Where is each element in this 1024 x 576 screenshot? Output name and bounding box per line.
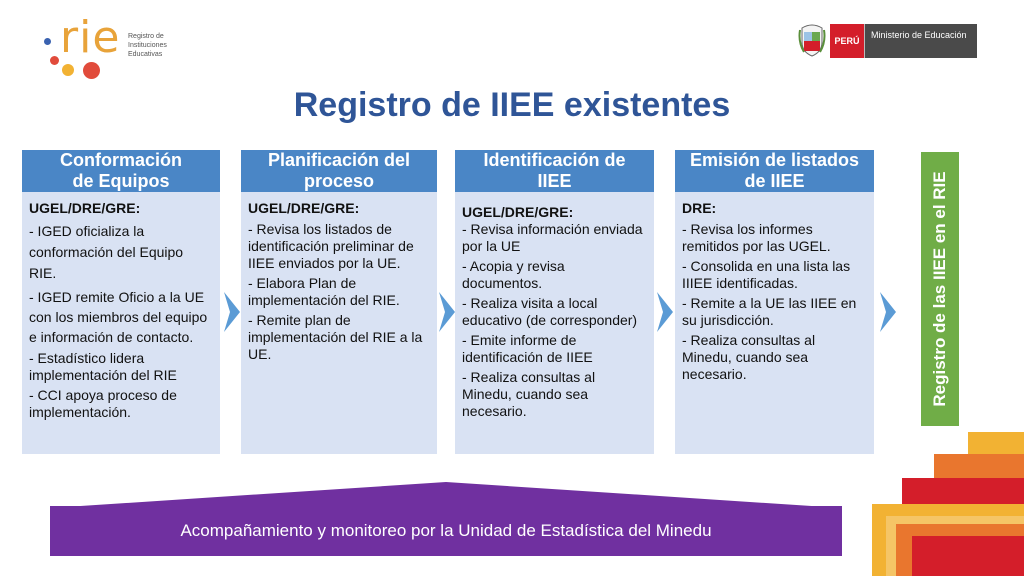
- column-line: - Realiza consultas al Minedu, cuando sea necesario.: [462, 369, 596, 419]
- ministerio-label: Ministerio de Educación: [864, 24, 977, 58]
- column-line: - CCI apoya proceso de implementación.: [29, 387, 177, 420]
- logo-dot-blue: [44, 38, 51, 45]
- flow-arrow-3-icon: [655, 290, 675, 334]
- column-line: - Revisa los informes remitidos por las UGEL.: [682, 221, 831, 254]
- column-body-planificacion: [241, 192, 437, 454]
- column-line: - IGED remite Oficio a la UE con los miembros del equipo e información de contacto.: [29, 289, 208, 345]
- decorative-stairs-graphic: [872, 432, 1024, 576]
- logo-wordmark: rie: [60, 12, 121, 63]
- logo-subtitle: Registro de Instituciones Educativas: [128, 33, 167, 58]
- column-actor: DRE:: [682, 200, 717, 216]
- column-line: - Consolida en una lista las IIIEE identificadas.: [682, 258, 851, 291]
- result-label: Registro de las IIEE en el RIE: [930, 171, 949, 407]
- column-body-equipos: [22, 192, 220, 454]
- column-line: - Revisa información enviada por la UE: [462, 221, 643, 254]
- logo-dot-red-small: [50, 56, 59, 65]
- column-actor: UGEL/DRE/GRE:: [462, 204, 574, 220]
- coat-of-arms-icon: [798, 24, 826, 58]
- banner-peak-shape: [50, 482, 842, 508]
- bottom-banner: Acompañamiento y monitoreo por la Unidad de Estadística del Minedu: [50, 506, 842, 556]
- column-header-equipos: Conformación de Equipos: [22, 150, 220, 192]
- column-line: - IGED oficializa la conformación del Equipo RIE.: [29, 223, 184, 281]
- column-line: - Realiza consultas al Minedu, cuando sea necesario.: [682, 332, 816, 382]
- page-title: Registro de IIEE existentes: [293, 86, 731, 124]
- column-line: - Acopia y revisa documentos.: [462, 258, 565, 291]
- column-line: - Emite informe de identificación de IIEE: [462, 332, 593, 365]
- column-line: - Realiza visita a local educativo (de corresponder): [462, 295, 638, 328]
- column-header-planificacion: Planificación del proceso: [241, 150, 437, 192]
- column-header-emision: Emisión de listados de IIEE: [675, 150, 874, 192]
- column-actor: UGEL/DRE/GRE:: [29, 200, 141, 216]
- logo-dot-yellow: [62, 64, 74, 76]
- column-line: - Revisa los listados de identificación preliminar de IIEE enviados por la UE.: [248, 221, 414, 271]
- logo-dot-red-large: [83, 62, 100, 79]
- column-actor: UGEL/DRE/GRE:: [248, 200, 360, 216]
- column-line: - Elabora Plan de implementación del RIE.: [248, 275, 400, 308]
- column-line: - Remite plan de implementación del RIE a la UE.: [248, 312, 423, 362]
- result-box: [921, 152, 959, 426]
- flow-arrow-4-icon: [878, 290, 898, 334]
- flow-arrow-2-icon: [437, 290, 457, 334]
- column-body-emision: [675, 192, 874, 454]
- column-line: - Estadístico lidera implementación del RIE: [29, 350, 177, 383]
- minedu-logo: [798, 24, 977, 58]
- column-line: - Remite a la UE las IIEE en su jurisdicción.: [682, 295, 857, 328]
- column-header-identificacion: Identificación de IIEE: [455, 150, 654, 192]
- column-body-identificacion: [455, 192, 654, 454]
- peru-label: PERÚ: [830, 24, 864, 58]
- flow-arrow-1-icon: [222, 290, 242, 334]
